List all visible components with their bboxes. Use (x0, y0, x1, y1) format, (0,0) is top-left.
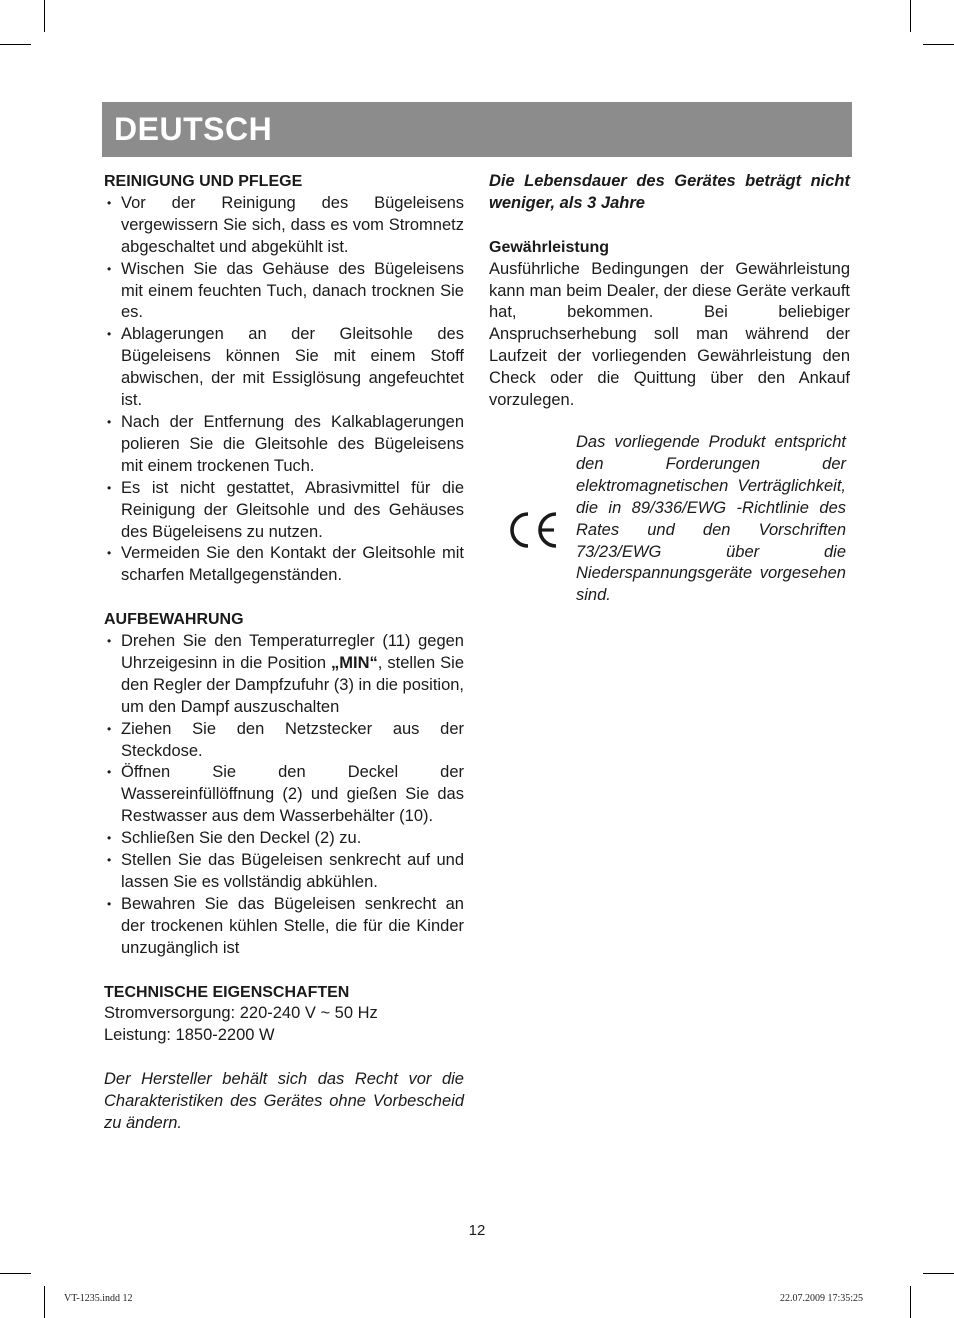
storage-item-text: Drehen Sie den Temperaturregler (11) gegen Uhrzeigesinn in die Position (121, 632, 464, 672)
ce-conformity-text: Das vorliegende Produkt entspricht den Forderungen der elektromagnetischen Verträglichkeit, die in 89/336/EWG -Richtlinie des Rates und den Vorschriften 73/23/EWG über die Niederspannungsgeräte vorgesehen sind. (576, 433, 846, 605)
cleaning-list (104, 193, 464, 587)
power-supply-spec: Stromversorgung: 220-240 V ~ 50 Hz (104, 1004, 378, 1023)
list-item (104, 631, 464, 719)
left-column (104, 171, 464, 1135)
power-spec: Leistung: 1850-2200 W (104, 1026, 275, 1045)
crop-mark (910, 1286, 911, 1318)
ce-mark-icon (508, 510, 560, 550)
storage-list (104, 631, 464, 960)
list-item: • Vor der Reinigung des Bügeleisens vergewissern Sie sich, dass es vom Stromnetz abgeschaltet und abgekühlt ist. (104, 193, 464, 259)
specs-heading: TECHNISCHE EIGENSCHAFTEN (104, 983, 350, 1001)
print-timestamp: 22.07.2009 17:35:25 (780, 1293, 864, 1304)
list-item: • Schließen Sie den Deckel (2) zu. (104, 828, 464, 850)
crop-mark (923, 1273, 954, 1274)
right-column (489, 171, 850, 412)
manufacturer-disclaimer: Der Hersteller behält sich das Recht vor die Charakteristiken des Gerätes ohne Vorbescheid zu ändern. (104, 1070, 464, 1132)
min-position-label: „MIN“ (331, 653, 378, 672)
language-header-bar (102, 102, 852, 157)
lifetime-note: Die Lebensdauer des Gerätes beträgt nicht weniger, als 3 Jahre (489, 172, 850, 212)
crop-mark (923, 44, 954, 45)
list-item: • Vermeiden Sie den Kontakt der Gleitsohle mit scharfen Metallgegenständen. (104, 543, 464, 587)
crop-mark (44, 0, 45, 32)
file-info: VT-1235.indd 12 (64, 1293, 133, 1304)
warranty-heading: Gewährleistung (489, 238, 610, 256)
crop-mark (0, 1273, 31, 1274)
crop-mark (910, 0, 911, 32)
page-number: 12 (468, 1222, 486, 1239)
list-item: • Bewahren Sie das Bügeleisen senkrecht an der trockenen kühlen Stelle, die für die Kinder unzugänglich ist (104, 894, 464, 960)
list-item: • Stellen Sie das Bügeleisen senkrecht auf und lassen Sie es vollständig abkühlen. (104, 850, 464, 894)
storage-heading: AUFBEWAHRUNG (104, 611, 244, 629)
list-item: • Wischen Sie das Gehäuse des Bügeleisens mit einem feuchten Tuch, danach trocknen Sie es. (104, 259, 464, 325)
page-title: DEUTSCH (114, 111, 273, 147)
list-item: • Es ist nicht gestattet, Abrasivmittel für die Reinigung der Gleitsohle und des Gehäuses des Bügeleisens zu nutzen. (104, 478, 464, 544)
list-item: • Öffnen Sie den Deckel der Wassereinfüllöffnung (2) und gießen Sie das Restwasser aus dem Wasserbehälter (10). (104, 762, 464, 828)
cleaning-heading: REINIGUNG UND PFLEGE (104, 173, 303, 190)
list-item: • Ziehen Sie den Netzstecker aus der Steckdose. (104, 719, 464, 763)
crop-mark (0, 44, 31, 45)
list-item: • Nach der Entfernung des Kalkablagerungen polieren Sie die Gleitsohle des Bügeleisens mit einem trockenen Tuch. (104, 412, 464, 478)
list-item: • Ablagerungen an der Gleitsohle des Bügeleisens können Sie mit einem Stoff abwischen, der mit Essiglösung angefeuchtet ist. (104, 324, 464, 412)
storage-item-text: , stellen Sie den Regler der Dampfzufuhr (3) in die position, um den Dampf auszuschalten (121, 653, 465, 716)
crop-mark (44, 1286, 45, 1318)
warranty-text: Ausführliche Bedingungen der Gewährleistung kann man beim Dealer, der diese Geräte verkauft hat, bekommen. Bei beliebiger Anspruchserhebung soll man während der Laufzeit der vorliegenden Gewährleistung den Check oder die Quittung über den Ankauf vorzulegen. (489, 259, 850, 410)
